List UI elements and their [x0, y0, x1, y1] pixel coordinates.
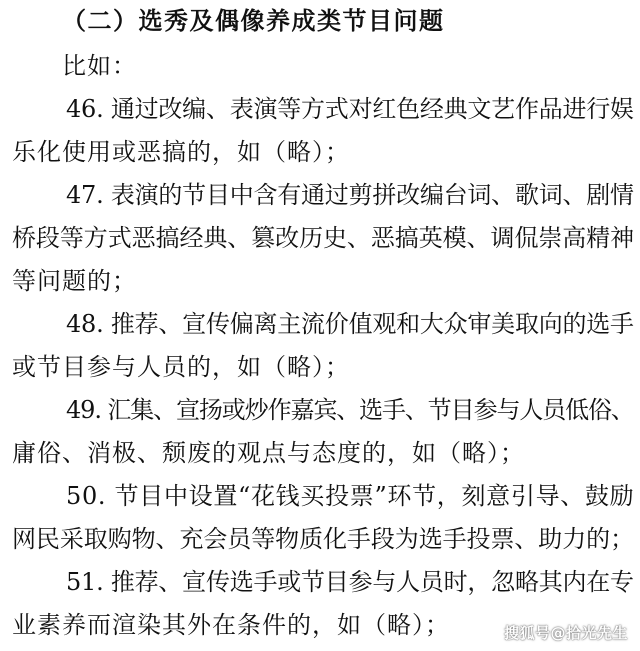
item-46-line-1: 46. 通过改编、表演等方式对红色经典文艺作品进行娱	[66, 95, 634, 123]
item-50-line-1: 50. 节目中设置“花钱买投票”环节，刻意引导、鼓励	[66, 482, 635, 510]
item-48-line-1: 48. 推荐、宣传偏离主流价值观和大众审美取向的选手	[66, 310, 634, 338]
item-51-line-2: 业素养而渲染其外在条件的，如（略）；	[12, 611, 450, 639]
item-47-line-2: 桥段等方式恶搞经典、篡改历史、恶搞英模、调侃崇高精神	[12, 224, 634, 252]
intro-text: 比如：	[62, 52, 137, 80]
item-47-line-1: 47. 表演的节目中含有通过剪拼改编台词、歌词、剧情	[66, 181, 634, 209]
item-47-line-3: 等问题的；	[12, 267, 137, 295]
item-51-line-1: 51. 推荐、宣传选手或节目参与人员时，忽略其内在专	[66, 568, 634, 596]
item-46-line-2: 乐化使用或恶搞的，如（略）；	[12, 138, 350, 166]
section-heading: （二）选秀及偶像养成类节目问题	[62, 6, 445, 35]
source-watermark: 搜狐号@拾光先生	[503, 624, 628, 642]
item-50-line-2: 网民采取购物、充会员等物质化手段为选手投票、助力的；	[12, 525, 634, 553]
item-48-line-2: 或节目参与人员的，如（略）；	[12, 353, 350, 381]
item-49-line-1: 49. 汇集、宣扬或炒作嘉宾、选手、节目参与人员低俗、	[66, 396, 634, 424]
item-49-line-2: 庸俗、消极、颓废的观点与态度的，如（略）；	[12, 439, 525, 467]
